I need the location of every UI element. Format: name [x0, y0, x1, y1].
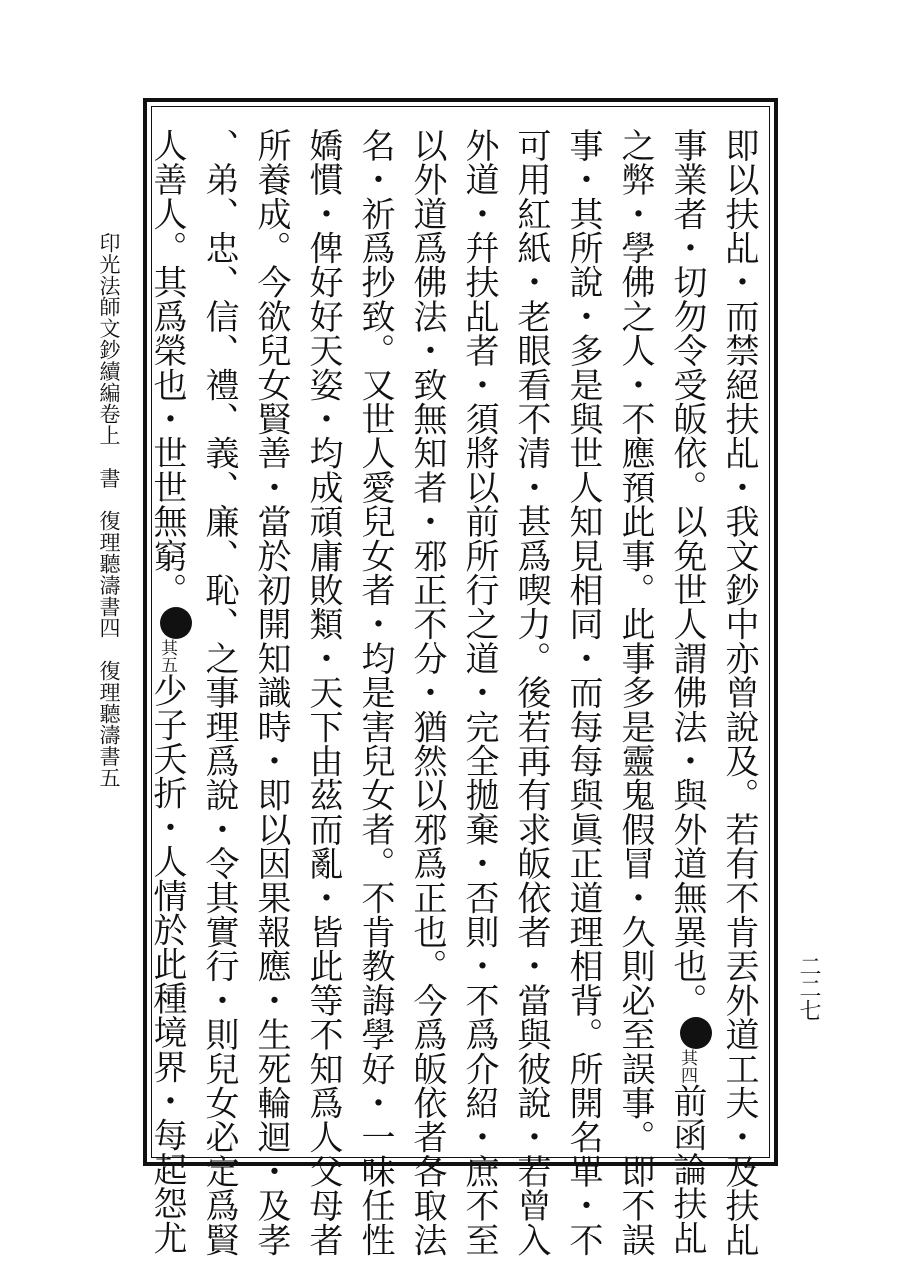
- text-line-8: 名・祈爲抄致。又世人愛兒女者・均是害兒女者。不肯教誨學好・一味任性: [355, 128, 395, 1257]
- section-note-four: 其四: [677, 1049, 697, 1084]
- text-line-7: 以外道爲佛法・致無知者・邪正不分・猶然以邪爲正也。今爲皈依者各取法: [407, 128, 447, 1257]
- text-line-2: 事業者・切勿令受皈依。以免世人謂佛法・與外道無異也。其四前函論扶乩: [661, 128, 713, 1148]
- text-line-5: 可用紅紙・老眼看不清・甚爲喫力。後若再有求皈依者・當與彼說・若曾入: [511, 128, 551, 1257]
- text-line-1: 即以扶乩・而禁絕扶乩・我文鈔中亦曾說及。若有不肯丟外道工夫・及扶乩: [719, 128, 759, 1257]
- section-bullet-icon: [680, 1017, 712, 1049]
- page-number: 二二七: [796, 955, 821, 1021]
- text-line-6: 外道・幷扶乩者・須將以前所行之道・完全拋棄・否則・不爲介紹・庶不至: [459, 128, 499, 1257]
- running-header: 印光法師文鈔續編卷上 書 復理聽濤書四 復理聽濤書五: [97, 232, 121, 789]
- section-bullet-icon: [160, 607, 192, 639]
- text-line-3: 之弊・學佛之人・不應預此事。此事多是靈鬼假冒・久則必至誤事。即不誤: [615, 128, 655, 1257]
- text-line-4: 事・其所說・多是與世人知見相同・而每每與眞正道理相背。所開名單・不: [563, 128, 603, 1257]
- body-text: [147, 128, 765, 1257]
- section-note-five: 其五: [157, 638, 177, 674]
- text-line-12: 人善人。其爲榮也・世世無窮。其五少子夭折・人情於此種境界・每起怨尤: [141, 128, 193, 1148]
- text-line-9: 嬌慣・俾好好天姿・均成頑庸敗類・天下由茲而亂・皆此等不知爲人父母者: [303, 128, 343, 1257]
- text-line-10: 所養成。今欲兒女賢善・當於初開知識時・即以因果報應・生死輪迴・及孝: [251, 128, 291, 1257]
- text-line-11: 、弟、忠、信、禮、義、廉、恥、之事理爲說・令其實行・則兒女必定爲賢: [199, 128, 239, 1257]
